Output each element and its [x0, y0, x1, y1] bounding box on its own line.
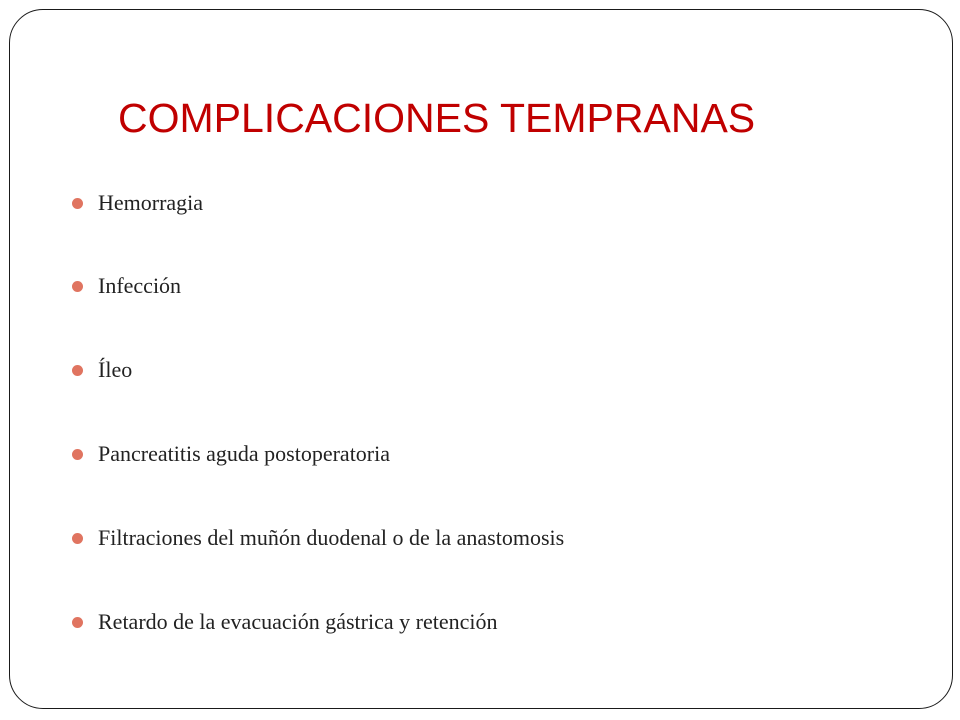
bullet-dot-icon — [72, 533, 83, 544]
list-item — [72, 355, 932, 385]
bullet-dot-icon — [72, 198, 83, 209]
bullet-text: Filtraciones del muñón duodenal o de la anastomosis — [98, 525, 565, 550]
bullet-dot-icon — [72, 281, 83, 292]
bullet-dot-icon — [72, 365, 83, 376]
bullet-text: Hemorragia — [98, 190, 204, 215]
list-item — [72, 439, 932, 469]
bullet-dot-icon — [72, 449, 83, 460]
slide-title: COMPLICACIONES TEMPRANAS — [118, 95, 756, 141]
bullet-text: Pancreatitis aguda postoperatoria — [98, 441, 391, 466]
bullet-text: Íleo — [98, 357, 133, 382]
bullet-text: Retardo de la evacuación gástrica y retención — [98, 609, 498, 634]
bullet-text: Infección — [98, 273, 182, 298]
list-item — [72, 271, 932, 301]
list-item — [72, 188, 932, 218]
slide-frame — [9, 9, 953, 709]
bullet-dot-icon — [72, 617, 83, 628]
list-item — [72, 523, 932, 553]
list-item — [72, 607, 932, 637]
